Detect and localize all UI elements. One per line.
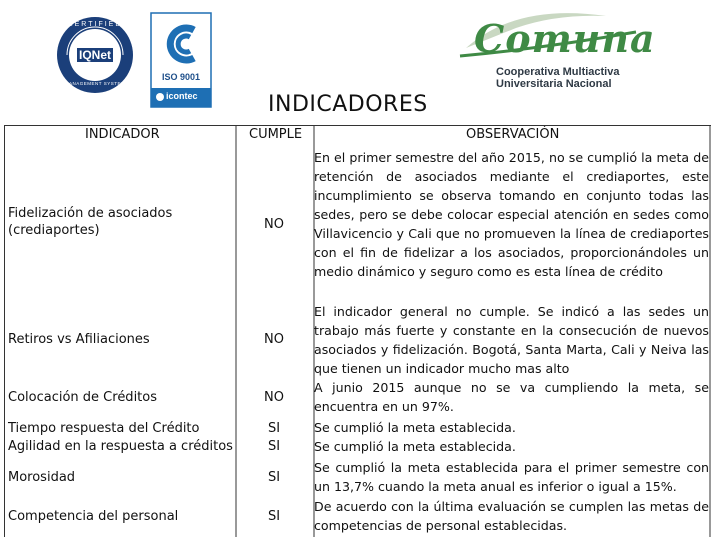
comuna-subtitle-line1: Cooperativa Multiactiva [496,66,620,78]
header-observacion: OBSERVACIÓN [466,127,560,142]
table-row [4,497,711,537]
header-cumple: CUMPLE [249,127,303,142]
cumple-value: NO [264,332,284,347]
table-row [4,418,711,437]
observation-text: Se cumplió la meta establecida. [314,439,516,454]
cumple-value: SI [267,509,281,524]
header-indicador: INDICADOR [85,127,160,142]
table-row [4,145,711,299]
indicator-name: Fidelización de asociados (crediaportes) [8,206,173,238]
indicator-name: Agilidad en la respuesta a créditos [8,439,233,454]
cumple-value: SI [267,439,281,454]
cumple-value: NO [264,390,284,405]
comuna-subtitle [496,66,644,90]
indicator-name: Competencia del personal [8,509,179,524]
cumple-value: SI [267,470,281,485]
observation-text: En el primer semestre del año 2015, no se cumplió la meta de retención de asociados mediante el crediaportes, este incumplimiento se observa tomando en conjunto todas las sedes, pero se debe colocar especial atención en sedes como Villavicencio y Cali que no promueven la línea de crediaportes con el fin de fidelizar a los asociados, proporcionándoles un medio dinámico y seguro como es esta línea de crédito [314,150,709,279]
table-row [4,457,711,497]
page-title: INDICADORES [268,92,428,117]
table-row [4,437,711,457]
iqnet-name: IQNet [78,48,111,62]
iqnet-bottom-text: MANAGEMENT SYSTEM [64,81,126,86]
icontec-iso-logo [150,12,212,108]
table-row [4,299,711,377]
icontec-name: icontec [166,91,198,101]
indicators-table [4,145,711,537]
iqnet-top-text: CERTIFIED [67,21,123,28]
indicator-name: Tiempo respuesta del Crédito [8,421,200,436]
indicator-name: Colocación de Créditos [8,390,157,405]
iqnet-certified-logo [55,15,135,95]
cumple-value: NO [264,217,284,232]
observation-text: De acuerdo con la última evaluación se cumplen las metas de competencias de personal establecidas. [314,499,709,533]
observation-text: El indicador general no cumple. Se indicó a las sedes un trabajo más fuerte y constante en la consecución de nuevos asociados y fidelización. Bogotá, Santa Marta, Cali y Neiva las que tienen un indicador mucho mas alto [314,304,709,376]
observation-text: Se cumplió la meta establecida. [314,420,516,435]
iso-standard-label: ISO 9001 [161,72,201,82]
comuna-wordmark: Comuna [474,16,656,61]
cumple-value: SI [267,421,281,436]
observation-text: Se cumplió la meta establecida para el primer semestre con un 13,7% cuando la meta anual es inferior o igual a 15%. [314,460,709,494]
table-row [4,377,711,418]
comuna-subtitle-line2: Universitaria Nacional [496,78,612,90]
observation-text: A junio 2015 aunque no se va cumpliendo la meta, se encuentra en un 97%. [314,380,709,414]
comuna-logo [456,8,656,104]
indicator-name: Morosidad [8,470,76,485]
indicator-name: Retiros vs Afiliaciones [8,332,150,347]
